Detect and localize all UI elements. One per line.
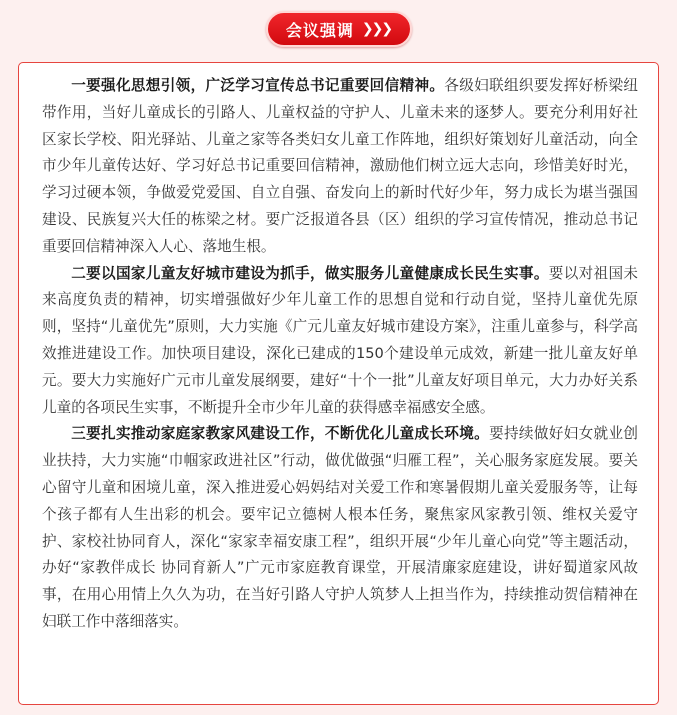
- paragraph-lead: 二要以国家儿童友好城市建设为抓手，做实服务儿童健康成长民生实事。: [71, 264, 549, 282]
- paragraph-1: [42, 73, 638, 261]
- section-title: 会议强调: [285, 20, 354, 40]
- paragraph-2: [42, 261, 638, 422]
- paragraph-lead: 三要扎实推动家庭家教家风建设工作，不断优化儿童成长环境。: [71, 425, 490, 443]
- paragraph-3: [42, 421, 638, 635]
- paragraph-lead: 一要强化思想引领，广泛学习宣传总书记重要回信精神。: [71, 77, 445, 94]
- content-card: [18, 62, 659, 705]
- paragraph-body: 各级妇联组织要发挥好桥梁纽带作用，当好儿童成长的引路人、儿童权益的守护人、儿童未来的逐梦人。要充分利用好社区家长学校、阳光驿站、儿童之家等各类妇女儿童工作阵地，组织好策划好儿童活动，向全市少年儿童传达好、学习好总书记重要回信精神，激励他们树立远大志向，珍惜美好时光，学习过硬本领，争做爱党爱国、自立自强、奋发向上的新时代好少年，努力成长为堪当强国建设、民族复兴大任的栋梁之材。要广泛报道各县（区）组织的学习宣传情况，推动总书记重要回信精神深入人心、落地生根。: [42, 77, 638, 255]
- paragraph-body: 要以对祖国未来高度负责的精神，切实增强做好少年儿童工作的思想自觉和行动自觉，坚持儿童优先原则，坚持“儿童优先”原则，大力实施《广元儿童友好城市建设方案》，注重儿童参与，科学高效推进建设工作。加快项目建设，深化已建成的150个建设单元成效，新建一批儿童友好单元。要大力实施好广元市儿童发展纲要，建好“十个一批”儿童友好项目单元，大力办好关系儿童的各项民生实事，不断提升全市少年儿童的获得感幸福感安全感。: [42, 264, 638, 416]
- section-title-badge: [266, 11, 412, 47]
- chevron-right-icon: ❯❯❯: [361, 21, 392, 37]
- header: [0, 11, 677, 49]
- paragraph-body: 要持续做好妇女就业创业扶持，大力实施“巾帼家政进社区”行动，做优做强“归雁工程”，关心服务家庭发展。要关心留守儿童和困境儿童，深入推进爱心妈妈结对关爱工作和寒暑假期儿童关爱服务等，让每个孩子都有人生出彩的机会。要牢记立德树人根本任务，聚焦家风家教引领、维权关爱守护、家校社协同育人，深化“家家幸福安康工程”，组织开展“少年儿童心向党”等主题活动，办好“家教伴成长 协同育新人”广元市家庭教育课堂，开展清廉家庭建设，讲好蜀道家风故事，在用心用情上久久为功，在当好引路人守护人筑梦人上担当作为，持续推动贺信精神在妇联工作中落细落实。: [42, 425, 638, 630]
